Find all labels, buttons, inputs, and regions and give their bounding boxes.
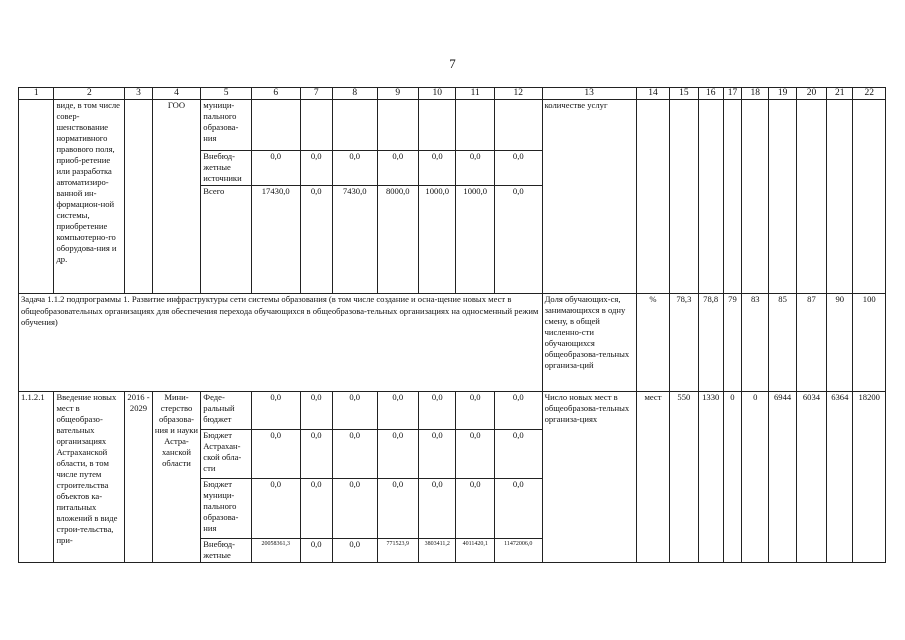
indicator: количестве услуг: [542, 100, 636, 294]
column-number: 10: [419, 88, 456, 100]
column-number: 18: [742, 88, 769, 100]
table-row: Внебюд-жетные источники 0,0 0,0 0,0 0,0 0,0 0,0 0,0: [19, 151, 886, 186]
table-row: Внебюд-жетные 20058361,3 0,0 0,0 771523,9 3803411,2 4011420,1 11472006,0: [19, 539, 886, 563]
column-number: 2: [54, 88, 125, 100]
table-row: Всего 17430,0 0,0 7430,0 8000,0 1000,0 1000,0 0,0: [19, 186, 886, 294]
column-number: 12: [494, 88, 542, 100]
unit: %: [636, 294, 669, 392]
executor: ГОО: [152, 100, 201, 294]
column-number: 3: [125, 88, 152, 100]
task-row: Задача 1.1.2 подпрограммы 1. Развитие инфраструктуры сети системы образования (в том числе создание и осна-щение новых мест в общеобразовательных организациях для обеспечения перехода обучающихся в общеобразова-тельных организациях на односменный режим обучения) Доля обучающих-ся, занимающихся в одну смену, в общей численно-сти обучающихся общеобразова-тельных организа-ций % 78,3 78,8 79 83 85 87 90 100: [19, 294, 886, 392]
column-number: 9: [377, 88, 419, 100]
column-number: 7: [300, 88, 332, 100]
table-row: [19, 100, 886, 151]
funding-source: Внебюд-жетные источники: [201, 151, 252, 186]
column-number: 8: [332, 88, 377, 100]
table-row: Бюджет муници-пального образова-ния 0,0 0,0 0,0 0,0 0,0 0,0 0,0: [19, 479, 886, 539]
activity-name: виде, в том числе совер-шенствование нормативного правового поля, приоб-ретение или разработка автоматизиро-ванной ин-формацион-ной системы, приобретение компьютерно-го оборудова-ния и др.: [54, 100, 125, 294]
column-number: 22: [853, 88, 886, 100]
funding-source: Внебюд-жетные: [201, 539, 252, 563]
column-number: 19: [769, 88, 796, 100]
task-description: Задача 1.1.2 подпрограммы 1. Развитие инфраструктуры сети системы образования (в том числе создание и осна-щение новых мест в общеобразовательных организациях для обеспечения перехода обучающихся в общеобразова-тельных организациях на односменный режим обучения): [19, 294, 543, 392]
column-number: 13: [542, 88, 636, 100]
unit: мест: [636, 392, 669, 563]
budget-table: [18, 87, 886, 563]
indicator: Доля обучающих-ся, занимающихся в одну смену, в общей численно-сти обучающихся общеобразова-тельных организа-ций: [542, 294, 636, 392]
column-number: 11: [456, 88, 494, 100]
activity-number: 1.1.2.1: [19, 392, 54, 563]
funding-source: Бюджет муници-пального образова-ния: [201, 479, 252, 539]
years: 2016 - 2029: [125, 392, 152, 563]
column-number: 17: [723, 88, 741, 100]
column-number: 15: [670, 88, 698, 100]
indicator: Число новых мест в общеобразова-тельных организа-циях: [542, 392, 636, 563]
column-number: 1: [19, 88, 54, 100]
table-row: 1.1.2.1 Введение новых мест в общеобразо-вательных организациях Астраханской области, в том числе путем строительства объектов ка-питальных вложений в виде строи-тельства, при- 2016 - 2029 Мини-стерство образова-ния и науки Астра-ханской области Феде-ральный бюджет 0,0 0,0 0,0 0,0 0,0 0,0 0,0 Число новых мест в общеобразова-тельных организа-циях мест 550 1330 0 0 6944 6034 6364 18200: [19, 392, 886, 430]
funding-source: муници-пального образова-ния: [201, 100, 252, 151]
column-number: 20: [796, 88, 826, 100]
column-number: 5: [201, 88, 252, 100]
column-numbers-row: [19, 88, 886, 100]
funding-source: Бюджет Астрахан-ской обла-сти: [201, 430, 252, 479]
column-number: 14: [636, 88, 669, 100]
table-row: Бюджет Астрахан-ской обла-сти 0,0 0,0 0,0 0,0 0,0 0,0 0,0: [19, 430, 886, 479]
page-number: 7: [449, 56, 456, 71]
executor: Мини-стерство образова-ния и науки Астра-ханской области: [152, 392, 201, 563]
column-number: 6: [251, 88, 300, 100]
column-number: 16: [698, 88, 723, 100]
funding-source: Феде-ральный бюджет: [201, 392, 252, 430]
funding-source: Всего: [201, 186, 252, 294]
activity-name: Введение новых мест в общеобразо-вательных организациях Астраханской области, в том числе путем строительства объектов ка-питальных вложений в виде строи-тельства, при-: [54, 392, 125, 563]
column-number: 21: [827, 88, 853, 100]
column-number: 4: [152, 88, 201, 100]
